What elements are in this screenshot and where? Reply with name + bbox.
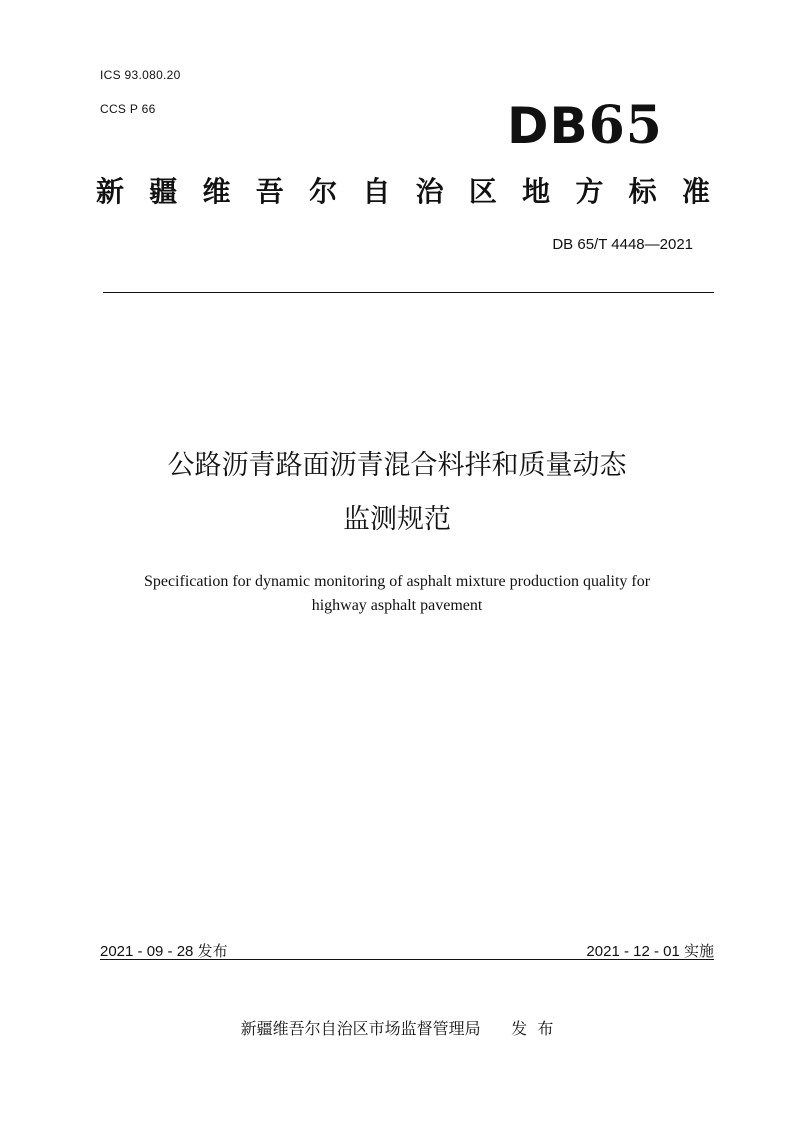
standard-type-char: 方 [575, 175, 604, 208]
english-title-line-2: highway asphalt pavement [311, 597, 483, 614]
implementation-date: 2021 - 12 - 01 实施 [586, 943, 714, 960]
standard-type-char: 疆 [149, 175, 178, 208]
chinese-title-line-1: 公路沥青路面沥青混合料拌和质量动态 [167, 450, 627, 481]
standard-type-heading [96, 172, 710, 212]
db65-logo [507, 96, 663, 156]
logo-number-text: 65 [588, 95, 663, 156]
standard-type-char: 吾 [255, 175, 284, 208]
standard-number: DB 65/T 4448—2021 [552, 236, 693, 253]
chinese-title-line-2: 监测规范 [343, 504, 451, 535]
standard-type-char: 新 [96, 175, 125, 208]
standard-type-char: 标 [628, 175, 657, 208]
ics-code: ICS 93.080.20 [100, 68, 181, 82]
ccs-code: CCS P 66 [100, 102, 156, 116]
issue-date: 2021 - 09 - 28 发布 [100, 943, 228, 960]
standard-type-char: 地 [522, 175, 551, 208]
issuing-authority: 新疆维吾尔自治区市场监督管理局 发 布 [240, 1019, 554, 1038]
standard-type-char: 维 [202, 175, 231, 208]
logo-db-text: DB [507, 97, 589, 155]
standard-type-char: 自 [362, 175, 391, 208]
header-divider [103, 292, 714, 293]
standard-type-char: 治 [415, 175, 444, 208]
standard-type-char: 区 [468, 175, 497, 208]
english-title-line-1: Specification for dynamic monitoring of asphalt mixture production quality for [143, 573, 651, 590]
standard-type-char: 尔 [309, 175, 338, 208]
standard-type-char: 准 [681, 175, 710, 208]
footer-divider [100, 959, 714, 960]
